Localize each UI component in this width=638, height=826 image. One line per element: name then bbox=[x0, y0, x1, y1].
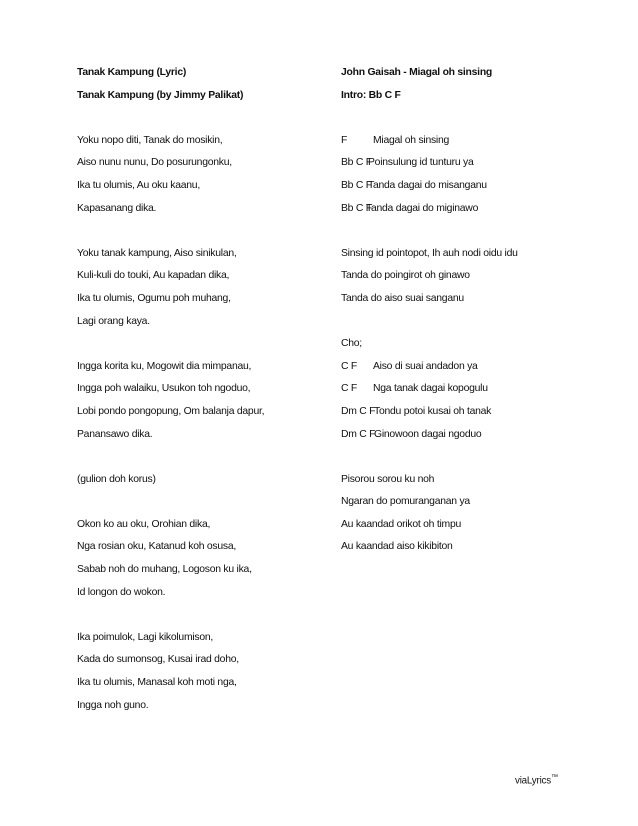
song-title: John Gaisah - Miagal oh sinsing bbox=[341, 67, 493, 78]
lyric: Tanda dagai do miginawo bbox=[366, 202, 479, 214]
song-title: Tanak Kampung (Lyric) bbox=[77, 67, 187, 78]
lyric: Aiso di suai andadon ya bbox=[373, 360, 478, 372]
chord: Bb C F bbox=[341, 179, 372, 191]
lyric-line: Au kaandad orikot oh timpu bbox=[341, 518, 461, 530]
lyric-line: Ngaran do pomuranganan ya bbox=[341, 496, 470, 508]
spacer bbox=[341, 446, 601, 469]
lyric-line: Ika tu olumis, Manasal koh moti nga, bbox=[77, 677, 237, 689]
spacer bbox=[77, 491, 327, 514]
chord: C F bbox=[341, 360, 357, 372]
lyric: Tondu potoi kusai oh tanak bbox=[374, 405, 492, 417]
lyric-line: Pisorou sorou ku noh bbox=[341, 473, 435, 485]
chord-line bbox=[341, 401, 601, 424]
chord: Dm C F bbox=[341, 405, 376, 417]
lyric: Miagal oh sinsing bbox=[373, 134, 450, 146]
right-column bbox=[341, 62, 601, 559]
spacer bbox=[77, 220, 327, 243]
spacer bbox=[341, 220, 601, 243]
chord-line bbox=[341, 152, 601, 175]
lyric-line: Tanda do aiso suai sanganu bbox=[341, 292, 464, 304]
chord: F bbox=[341, 134, 348, 146]
chord-line bbox=[341, 130, 601, 153]
lyric-line: Kapasanang dika. bbox=[77, 202, 157, 214]
spacer bbox=[341, 311, 601, 334]
lyric-line: Tanda do poingirot oh ginawo bbox=[341, 270, 470, 282]
chorus-note: (gulion doh korus) bbox=[77, 473, 156, 485]
lyric: Poinsulung id tunturu ya bbox=[368, 157, 474, 169]
lyric-line: Ika tu olumis, Ogumu poh muhang, bbox=[77, 292, 231, 304]
lyric-line: Lagi orang kaya. bbox=[77, 315, 150, 327]
trademark-mark: ™ bbox=[550, 774, 558, 781]
lyric-line: Id longon do wokon. bbox=[77, 586, 166, 598]
lyric-line: Panansawo dika. bbox=[77, 428, 153, 440]
lyric-line: Yoku tanak kampung, Aiso sinikulan, bbox=[77, 247, 237, 259]
lyric-line: Ika tu olumis, Au oku kaanu, bbox=[77, 179, 200, 191]
footer-brand bbox=[515, 774, 558, 786]
spacer bbox=[77, 107, 327, 130]
chord-line bbox=[341, 198, 601, 221]
lyric-line: Kada do sumonsog, Kusai irad doho, bbox=[77, 654, 239, 666]
brand-name: viaLyrics bbox=[515, 775, 551, 787]
spacer bbox=[77, 604, 327, 627]
lyric: Ginowoon dagai ngoduo bbox=[374, 428, 482, 440]
lyric-line: Au kaandad aiso kikibiton bbox=[341, 541, 453, 553]
chord-line bbox=[341, 424, 601, 447]
left-column bbox=[77, 62, 327, 717]
chord-line bbox=[341, 175, 601, 198]
lyric-line: Aiso nunu nunu, Do posurungonku, bbox=[77, 157, 232, 169]
lyric-line: Nga rosian oku, Katanud koh osusa, bbox=[77, 541, 237, 553]
lyric-line: Ingga korita ku, Mogowit dia mimpanau, bbox=[77, 360, 252, 372]
spacer bbox=[77, 446, 327, 469]
chorus-label: Cho; bbox=[341, 338, 362, 350]
chord-line bbox=[341, 378, 601, 401]
lyric-line: Sinsing id pointopot, Ih auh nodi oidu idu bbox=[341, 247, 518, 259]
lyric: Nga tanak dagai kopogulu bbox=[373, 383, 488, 395]
lyric-line: Ingga poh walaiku, Usukon toh ngoduo, bbox=[77, 383, 251, 395]
chord: Bb C F bbox=[341, 202, 372, 214]
lyric-line: Yoku nopo diti, Tanak do mosikin, bbox=[77, 134, 223, 146]
lyric-line: Okon ko au oku, Orohian dika, bbox=[77, 518, 211, 530]
lyric-line: Lobi pondo pongopung, Om balanja dapur, bbox=[77, 405, 265, 417]
lyric-line: Ingga noh guno. bbox=[77, 699, 149, 711]
lyric-line: Kuli-kuli do touki, Au kapadan dika, bbox=[77, 270, 230, 282]
chord: Dm C F bbox=[341, 428, 376, 440]
chord-line bbox=[341, 356, 601, 379]
chord: Bb C F bbox=[341, 157, 372, 169]
spacer bbox=[77, 333, 327, 356]
song-intro: Intro: Bb C F bbox=[341, 89, 401, 101]
lyric-line: Ika poimulok, Lagi kikolumison, bbox=[77, 631, 214, 643]
spacer bbox=[341, 107, 601, 130]
song-subtitle: Tanak Kampung (by Jimmy Palikat) bbox=[77, 89, 244, 101]
lyric: Tanda dagai do misanganu bbox=[368, 179, 487, 191]
chord: C F bbox=[341, 383, 357, 395]
lyric-line: Sabab noh do muhang, Logoson ku ika, bbox=[77, 564, 252, 576]
